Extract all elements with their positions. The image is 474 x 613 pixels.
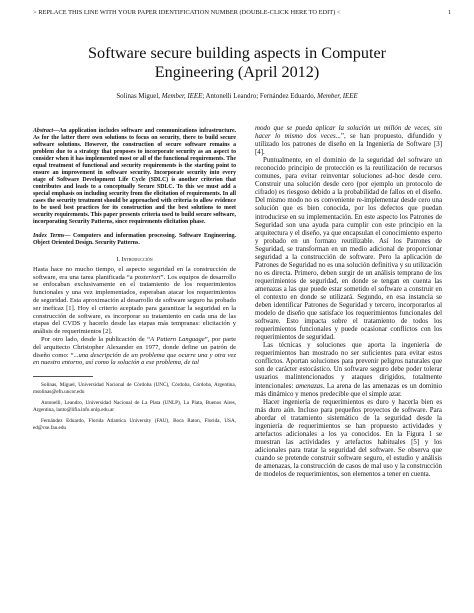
section-heading-introduction: I. Introducción	[116, 255, 153, 263]
page-number: 1	[448, 9, 452, 16]
abstract-text: —An application includes software and communications infrastructure. As for the latter there own solutions to focus on security, there to build secure software solutions. However, the construction of secure software remains a problem due to a strategy that proposes to incorporate security as an aspect to consider when it has implemented most or all of the functional requirements. The equal treatment of functional and security requirements is the starting point to ensure an improvement in software security. Incorporate security into every stage of Software Development Life Cycle (SDLC) is another criterion that contributes and leads to a conceptually Secure SDLC. To this we must add a special emphasis on including security from the elicitation of requirements. In all cases the security treatment should be approached with criteria to allow evidence to be used best practices for its construction and the best solutions to meet security requirements. This paper presents criteria used to build secure software, incorporating Security Patterns, since requirements elicitation phase.	[33, 128, 236, 225]
left-column	[33, 128, 236, 437]
intro-p1-text-b: posteriori	[134, 273, 161, 281]
footnote-author-3: Fernández Eduardo, Florida Atlantica University (FAU), Boca Raton, Florida, USA, ed@cse.fau.edu	[33, 418, 236, 432]
footnote-author-2: Antonelli, Leandro, Universidad Nacional de La Plata (UNLP), La Plata, Buenos Aires, Argentina, lanto@lifia.info.unlp.edu.ar	[33, 400, 236, 413]
author-2-3: ; Antonelli Leandro; Fernández Eduardo,	[202, 93, 318, 100]
footnote-author-1: Solinas, Miguel, Universidad Nacional de Córdoba (UNC), Córdoba, Córdoba, Argentina, msolinas@efn.uncor.edu	[33, 382, 236, 395]
intro-p2-text-d: ...una descripción de un problema que ocurre una y otra vez en nuestro entorno, así como la solución a ese problema, de tal	[33, 351, 237, 367]
intro-p1-text-c: ”. Los equipos de desarrollo se enfocaban exclusivamente en el tratamiento de los requerimientos funcionales y una vez implementados, esperaban atacar los requerimientos de seguridad. Esta aproximación al desarrollo de software seguro ha probado ser ineficaz [1]. Hoy el criterio aceptado para garantizar la seguridad en la construcción de software, es incorporar su tratamiento en cada una de las etapas del CVDS y hacerlo desde las etapas más tempranas: elicitación y análisis de requerimientos [2].	[33, 273, 236, 336]
intro-p2-text-c: ”, por parte del arquitecto Christopher Alexander en 1977, donde define un patrón de diseño como: “	[33, 335, 236, 359]
right-paragraph-1: Puntualmente, en el dominio de la seguridad del software un reconocido principio de protección es la reutilización de recursos comunes, para evitar reinventar soluciones ad-hoc desde cero. Construir una solución desde cero (por ejemplo un protocolo de cifrado) es riesgoso debido a la probabilidad de fallos en el diseño. Del mismo modo no es conveniente re-implementar desde cero una solución que es bien conocida, por los defectos que puedan introducirse en su implementación. En este aspecto los Patrones de Seguridad son una ayuda para cumplir con este principio en la arquitectura y el diseño, ya que encapsulan el conocimiento experto y probado en un formato reutilizable. Así los Patrones de Seguridad, se transforman en un medio adicional de proporcionar seguridad a la construcción de software. Pero la aplicación de Patrones de Seguridad no es una solución definitiva y su utilización no es directa. Primero, deben surgir de un análisis temprano de los requerimientos de seguridad, en donde se tengan en cuenta las amenazas a las que puede estar sometido el software a construir en el contexto en donde se utilizará. Segundo, en esa instancia se deben identificar Patrones de Seguridad y tercero, incorporarlos al modelo de diseño que satisface los requerimientos funcionales del software. Esto impacta sobre el tratamiento de todos los requerimientos funcionales y puede ocasionar conflictos con los requerimientos de seguridad.	[255, 157, 442, 342]
author-line	[0, 92, 474, 101]
index-terms-label: Index Terms	[33, 232, 65, 239]
intro-paragraph-2	[33, 336, 236, 367]
right-p2-text-c: . La arena de las amenazas es un dominio más dinámico y menos predecible que el simple azar.	[255, 382, 442, 398]
right-p0-text-b: ”, se han propuesto, difundido y utilizado los patrones de diseño en la Ingeniería de Software [3] [4].	[255, 133, 442, 157]
abstract-label: Abstract	[33, 128, 54, 134]
index-terms-text: — Computers and information processing. Software Engineering. Object Oriented Design. Security Patterns.	[33, 232, 236, 246]
title-line-2: Engineering (April 2012)	[154, 63, 320, 81]
intro-p2-text-a: Por otro lado, desde la publicación de “	[41, 335, 151, 343]
author-1-role: Member, IEEE	[161, 93, 203, 100]
abstract	[33, 128, 236, 226]
intro-p1-text-a: Hasta hace no mucho tiempo, el aspecto seguridad en la construcción de software, era una tarea planificada “a	[33, 265, 236, 281]
author-3-role: Member, IEEE	[317, 93, 358, 100]
right-p2-text-b: amenazas	[295, 382, 323, 390]
right-p0-text-a: modo que se pueda aplicar la solución un millón de veces, sin hacer lo mismo dos veces...	[255, 125, 442, 141]
right-paragraph-3: Hacer ingeniería de requerimientos es duro y hacerla bien es más duro aún. Incluso para pequeños proyectos de software. Para abordar el tratamiento sistemático de la seguridad desde la ingeniería de requerimientos se han propuesto actividades y artefactos adicionales a los ya conocidos. En la Figura 1 se muestran las actividades y artefactos habituales [5] y los adicionales para tratar la seguridad del software. Se observa que cuando se pretende construir software seguro, el estudio y análisis de amenazas, la construcción de casos de mal uso y la construcción de modelos de requerimientos, son elementos a tener en cuenta.	[255, 398, 442, 479]
index-terms	[33, 233, 236, 247]
right-paragraph-2	[255, 342, 442, 398]
right-p2-text-a: Las técnicas y soluciones que aporta la ingeniería de requerimientos han mostrado no ser suficientes para evitar estos conflictos. Aportan soluciones para prevenir peligros naturales que son de carácter estocástico. Un software seguro debe poder tolerar usuarios malintencionados y ataques dirigidos, totalmente intencionales:	[255, 342, 442, 390]
title-line-1: Software secure building aspects in Computer	[87, 44, 387, 62]
author-1: Solinas Miguel,	[116, 93, 162, 100]
right-paragraph-0	[255, 125, 442, 157]
intro-paragraph-1	[33, 266, 236, 336]
running-header[interactable]: > REPLACE THIS LINE WITH YOUR PAPER IDENTIFICATION NUMBER (DOUBLE-CLICK HERE TO EDIT) <	[33, 9, 341, 16]
footnote-divider	[33, 376, 93, 377]
intro-p2-text-b: A Pattern Language	[150, 335, 205, 343]
right-column	[255, 125, 442, 479]
paper-title	[0, 44, 474, 82]
